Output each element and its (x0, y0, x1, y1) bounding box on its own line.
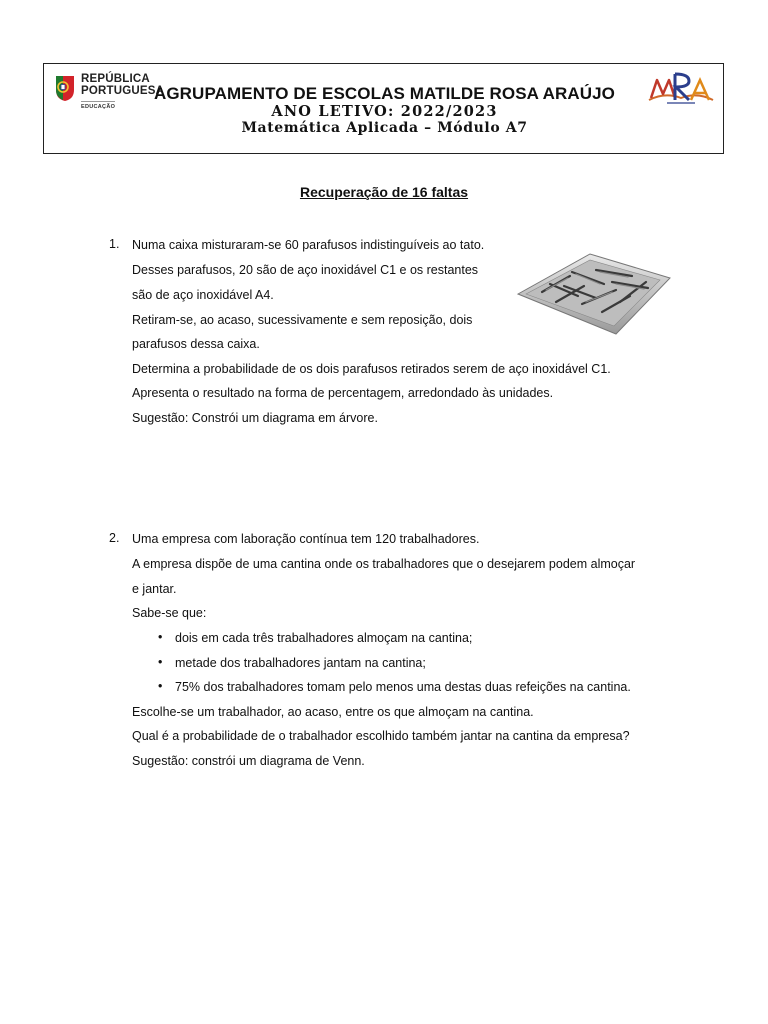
q2-suggestion: Sugestão: constrói um diagrama de Venn. (132, 754, 365, 768)
q2-line-1: Uma empresa com laboração contínua tem 120 trabalhadores. (132, 532, 480, 546)
q2-bullet-2: metade dos trabalhadores jantam na cantina; (175, 656, 426, 670)
q1-suggestion: Sugestão: Constrói um diagrama em árvore. (132, 411, 378, 425)
q2-line-3: e jantar. (132, 582, 177, 596)
bullet-icon: • (158, 679, 163, 693)
logo-sub: EDUCAÇÃO (81, 101, 115, 110)
screws-tray-image (512, 246, 674, 340)
bullet-icon: • (158, 655, 163, 669)
bullet-icon: • (158, 630, 163, 644)
q2-after-1: Escolhe-se um trabalhador, ao acaso, entre os que almoçam na cantina. (132, 705, 534, 719)
q2-line-2: A empresa dispõe de uma cantina onde os trabalhadores que o desejarem podem almoçar (132, 557, 636, 571)
q1-line-4: Retiram-se, ao acaso, sucessivamente e sem reposição, dois (132, 313, 473, 327)
q1-line-6: Determina a probabilidade de os dois parafusos retirados serem de aço inoxidável C1. (132, 362, 611, 376)
q2-after-2: Qual é a probabilidade de o trabalhador escolhido também jantar na cantina da empresa? (132, 729, 630, 743)
page-title: Recuperação de 16 faltas (299, 184, 469, 200)
q1-line-1: Numa caixa misturaram-se 60 parafusos indistinguíveis ao tato. (132, 238, 485, 252)
q1-line-5: parafusos dessa caixa. (132, 337, 260, 351)
question-2-number: 2. (109, 531, 120, 545)
school-name: AGRUPAMENTO DE ESCOLAS MATILDE ROSA ARAÚJO (153, 84, 616, 103)
logo-line-2: PORTUGUESA (81, 85, 165, 97)
q2-bullet-1: dois em cada três trabalhadores almoçam na cantina; (175, 631, 473, 645)
document-header (43, 63, 724, 154)
q1-line-2: Desses parafusos, 20 são de aço inoxidável C1 e os restantes (132, 263, 479, 277)
subject-title: Matemática Aplicada – Módulo A7 (241, 120, 528, 136)
logo-line-1: REPÚBLICA (81, 73, 150, 85)
q1-line-3: são de aço inoxidável A4. (132, 288, 274, 302)
q2-bullet-3: 75% dos trabalhadores tomam pelo menos uma destas duas refeições na cantina. (175, 680, 631, 694)
q1-line-7: Apresenta o resultado na forma de percentagem, arredondado às unidades. (132, 386, 554, 400)
q2-line-4: Sabe-se que: (132, 606, 207, 620)
school-year: ANO LETIVO: 2022/2023 (271, 103, 498, 120)
school-logo-mra-icon (645, 70, 717, 106)
question-1-number: 1. (109, 237, 120, 251)
